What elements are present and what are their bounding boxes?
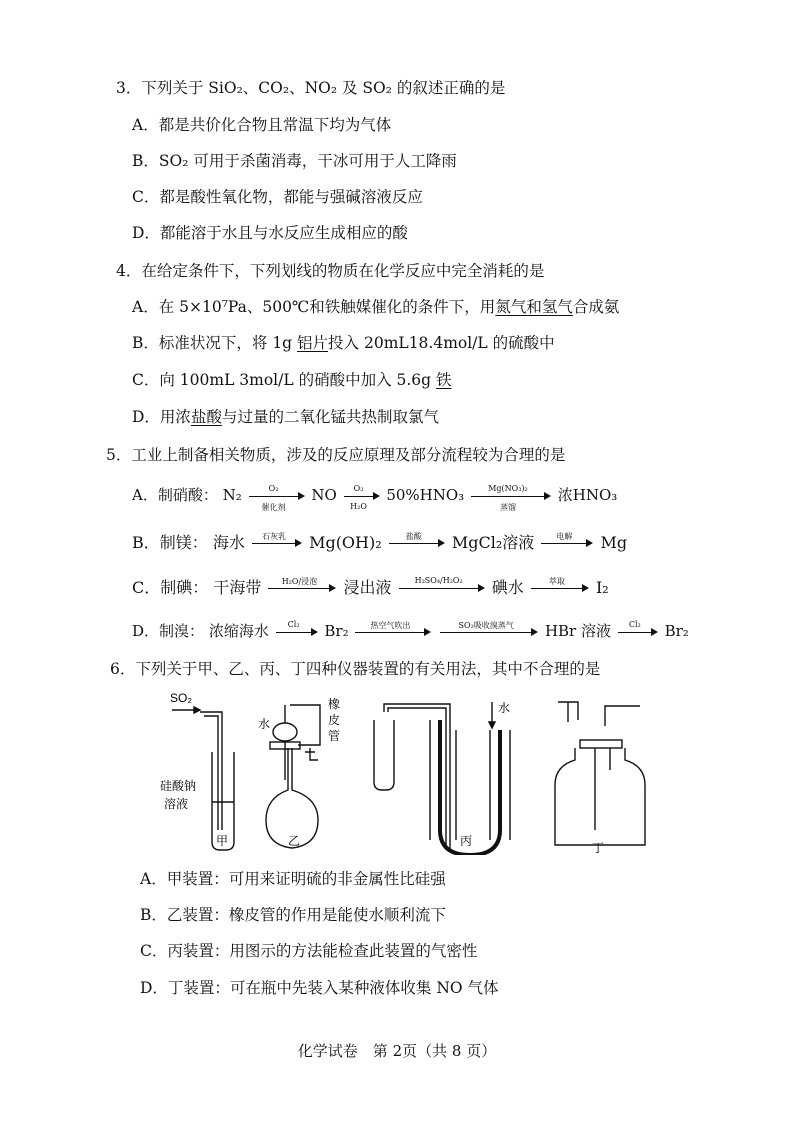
bing-test-tube: [374, 720, 394, 790]
q5-c-arrow2: H₂SO₄/H₂O₂: [399, 588, 485, 589]
fig-label-jia: 甲: [216, 834, 229, 848]
q5-c-s3: 碘水: [491, 578, 524, 597]
q5-b-arrow2: 盐酸: [389, 543, 445, 544]
fig-water-label: 水: [258, 717, 271, 731]
q5-c-s2: 浸出液: [343, 578, 392, 597]
q6-stem: 6．下列关于甲、乙、丙、丁四种仪器装置的有关用法，其中不合理的是: [110, 660, 601, 678]
q3-option-d: D．都能溶于水且与水反应生成相应的酸: [132, 224, 408, 242]
q5-b-arrow3: 电解: [541, 543, 593, 544]
q6-option-a: A．甲装置：可用来证明硫的非金属性比硅强: [140, 870, 446, 888]
q4-option-a: [132, 295, 619, 317]
q5-c-arrow3: 萃取: [531, 588, 589, 589]
q5-b-arrow1: 石灰乳: [252, 543, 302, 544]
q4-stem: 4．在给定条件下，下列划线的物质在化学反应中完全消耗的是: [116, 262, 545, 280]
q4-option-c: [132, 368, 452, 390]
q5-stem: 5．工业上制备相关物质，涉及的反应原理及部分流程较为合理的是: [106, 446, 566, 464]
q4-option-b: [132, 331, 555, 353]
q4-d-post: 与过量的二氧化锰共热制取氯气: [221, 408, 439, 426]
q5-c-arrow1: H₂O/浸泡: [268, 588, 336, 589]
q5-d-s2: Br₂: [324, 622, 349, 640]
q5-b-s2: Mg(OH)₂: [309, 533, 382, 552]
q5-a-s3: 50%HNO₃: [386, 486, 465, 504]
q5-a-arrow2: $\frac{\text{O₂}}{\text{H₂O}}$: [344, 496, 380, 497]
fig-water2-label: 水: [498, 701, 511, 715]
q5-a-s1: N₂: [222, 486, 242, 504]
q4-d-pre: D．用浓: [132, 408, 191, 426]
fig-so2-label: SO₂: [170, 691, 192, 705]
yi-rubber-tube: [290, 705, 320, 745]
ding-bottle: [555, 748, 645, 845]
q4-d-underlined: 盐酸: [190, 408, 222, 426]
q4-a-pre: A．在 5×10⁷Pa、500℃和铁触媒催化的条件下，用: [132, 298, 496, 316]
q5-d-label: D．制溴：: [132, 622, 205, 640]
jia-tube: [200, 712, 222, 830]
yi-flask: [266, 748, 318, 848]
q4-c-pre: C．向 100mL 3mol/L 的硝酸中加入 5.6g: [132, 371, 437, 389]
q4-b-underlined: 铝片: [297, 334, 329, 352]
q4-option-d: [132, 405, 439, 427]
q5-b-s3: MgCl₂溶液: [451, 533, 535, 552]
q5-d-arrow2: 热空气吹出: [355, 632, 431, 633]
q5-c-s1: 干海带: [213, 578, 262, 597]
q5-d-arrow4: Cl₂: [618, 632, 658, 633]
fig-jia-solution-1: 硅酸钠: [160, 779, 197, 793]
q5-d-arrow1: Cl₂: [276, 632, 318, 633]
q5-c-label: C．制碘：: [132, 578, 209, 597]
q5-c-s4: I₂: [595, 578, 609, 597]
yi-funnel: [273, 723, 297, 741]
q5-d-s3: HBr 溶液: [544, 622, 611, 640]
fig-label-bing: 丙: [460, 834, 473, 848]
fig-label-yi: 乙: [288, 834, 301, 848]
q5-a-arrow1: O₂ 催化剂: [249, 496, 305, 497]
apparatus-figure: [150, 690, 650, 855]
q5-b-s1: 海水: [212, 533, 245, 552]
q5-a-arrow3: Mg(NO₃)₂ 蒸馏: [471, 496, 551, 497]
q4-c-underlined: 铁: [436, 371, 452, 389]
q5-option-c: [132, 575, 609, 598]
q5-a-label: A．制硝酸：: [132, 486, 218, 504]
q5-b-s4: Mg: [600, 533, 628, 552]
fig-rubber-1: 橡: [328, 697, 341, 711]
fig-rubber-3: 管: [328, 729, 341, 743]
fig-jia-solution-2: 溶液: [164, 797, 189, 811]
q3-option-b: B．SO₂ 可用于杀菌消毒，干冰可用于人工降雨: [132, 152, 457, 170]
q5-option-b: [132, 530, 627, 553]
fig-rubber-2: 皮: [328, 713, 341, 727]
q4-a-post: 合成氨: [572, 298, 620, 316]
q5-d-s4: Br₂: [664, 622, 689, 640]
q5-a-s2: NO: [311, 486, 337, 504]
q5-a-s4: 浓HNO₃: [557, 486, 618, 504]
q4-b-post: 投入 20mL18.4mol/L 的硫酸中: [328, 334, 555, 352]
q6-option-b: B．乙装置：橡皮管的作用是能使水顺利流下: [140, 906, 446, 924]
q5-d-s1: 浓缩海水: [208, 622, 269, 640]
q5-d-arrow3: SO₂吸收溴蒸气: [440, 632, 538, 633]
q4-a-underlined: 氮气和氢气: [495, 298, 573, 316]
fig-label-ding: 丁: [592, 841, 605, 855]
q5-option-d: [132, 620, 689, 641]
q4-b-pre: B．标准状况下，将 1g: [132, 334, 298, 352]
q3-option-a: A．都是共价化合物且常温下均为气体: [132, 116, 392, 134]
q3-option-c: C．都是酸性氧化物，都能与强碱溶液反应: [132, 188, 423, 206]
q6-option-c: C．丙装置：用图示的方法能检查此装置的气密性: [140, 942, 478, 960]
q6-option-d: D．丁装置：可在瓶中先装入某种液体收集 NO 气体: [140, 979, 499, 997]
q3-stem: 3．下列关于 SiO₂、CO₂、NO₂ 及 SO₂ 的叙述正确的是: [116, 79, 506, 97]
q5-option-a: [132, 483, 618, 512]
q5-b-label: B．制镁：: [132, 533, 208, 552]
page-footer: 化学试卷 第 2页（共 8 页）: [297, 1042, 497, 1060]
